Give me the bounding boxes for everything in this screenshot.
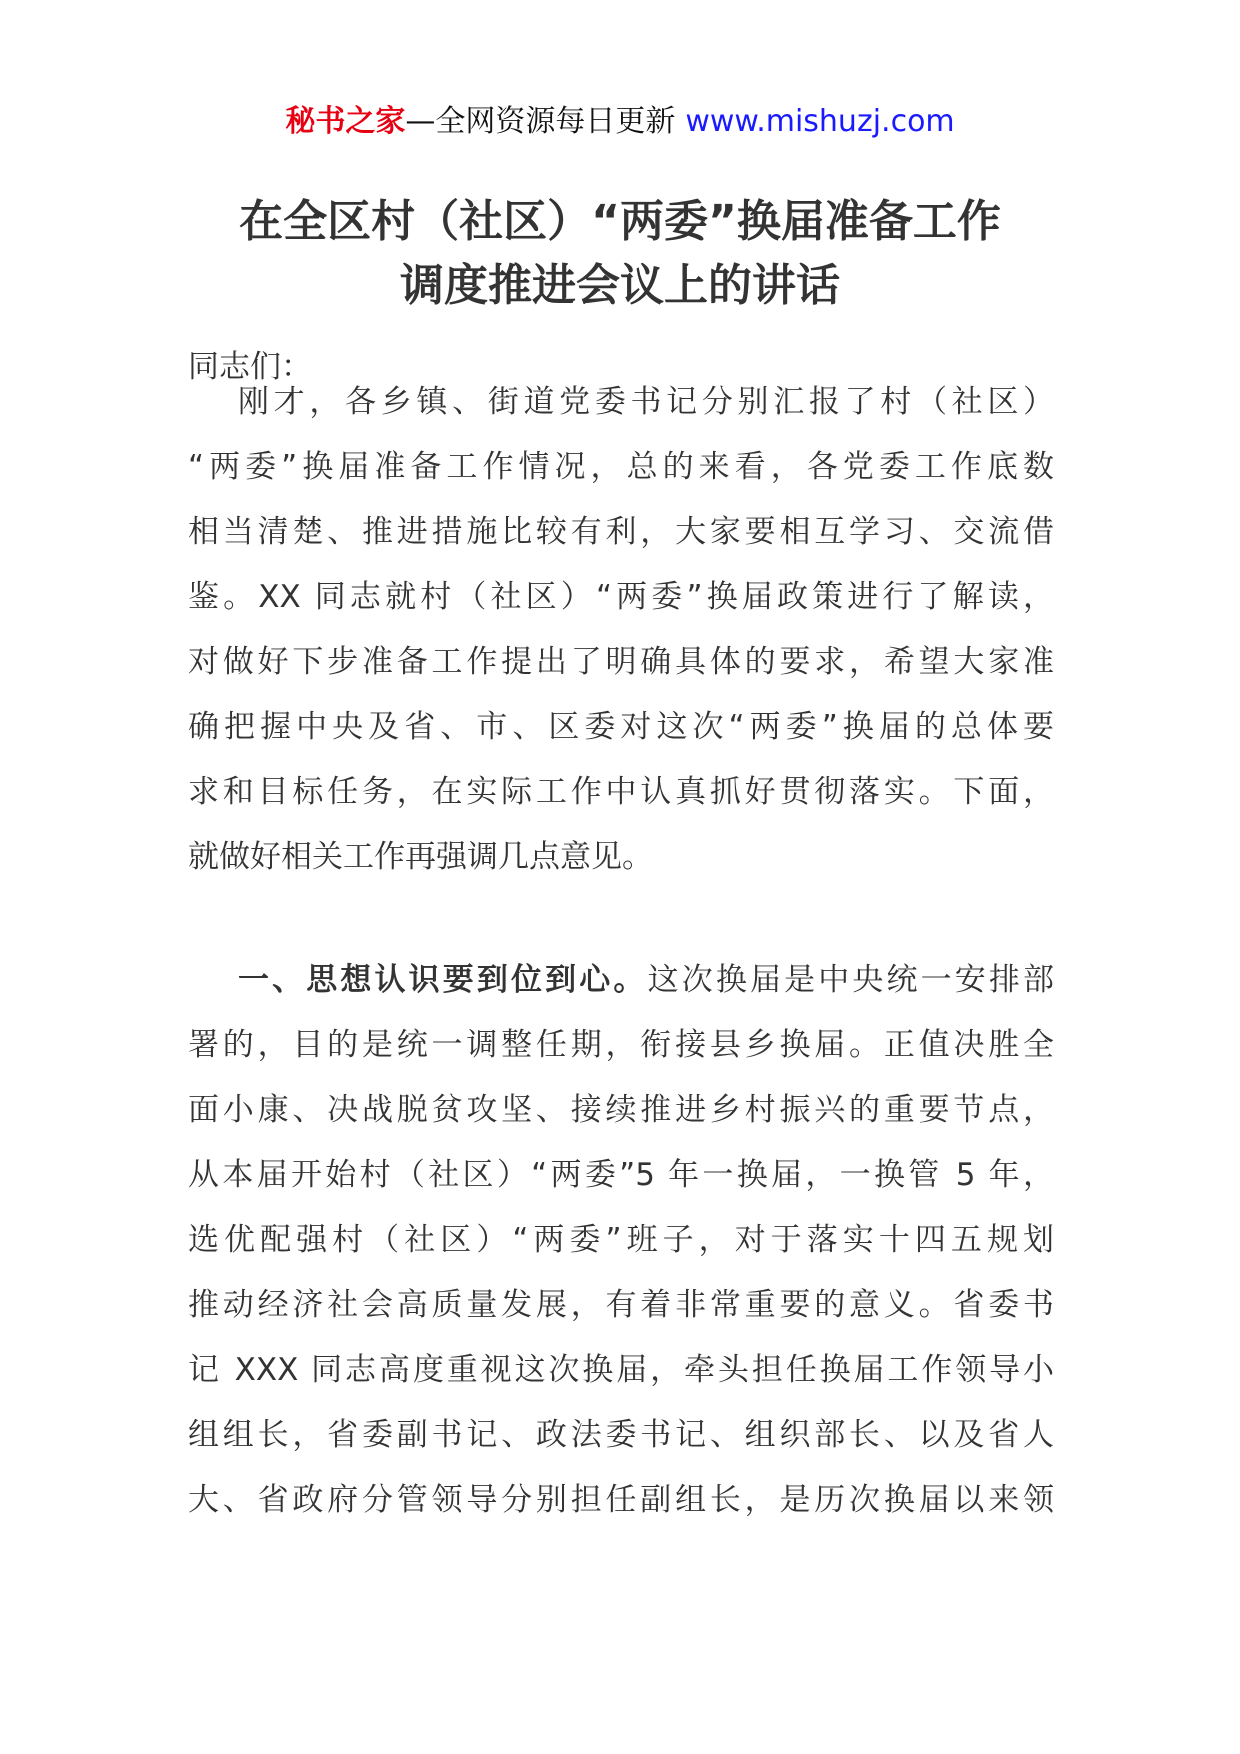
paragraph-line: 记 XXX 同志高度重视这次换届，牵头担任换届工作领导小 — [188, 1352, 1054, 1388]
paragraph-line: 选优配强村（社区）“两委”班子，对于落实十四五规划 — [188, 1222, 1054, 1258]
paragraph-line: 相当清楚、推进措施比较有利，大家要相互学习、交流借 — [188, 514, 1054, 550]
paragraph-line: 鉴。XX 同志就村（社区）“两委”换届政策进行了解读， — [188, 579, 1054, 615]
salutation: 同志们： — [188, 349, 312, 385]
paragraph-1 — [188, 370, 1054, 890]
site-header — [0, 100, 1240, 144]
paragraph-line: 确把握中央及省、市、区委对这次“两委”换届的总体要 — [188, 709, 1054, 745]
paragraph-first-line — [188, 948, 1054, 1013]
title-line-2: 调度推进会议上的讲话 — [400, 260, 840, 311]
site-brand: 秘书之家 — [285, 104, 406, 139]
paragraph-line: 对做好下步准备工作提出了明确具体的要求，希望大家准 — [188, 644, 1054, 680]
paragraph-line: “两委”换届准备工作情况，总的来看，各党委工作底数 — [188, 449, 1054, 485]
paragraph-line: 大、省政府分管领导分别担任副组长，是历次换届以来领 — [188, 1482, 1054, 1518]
document-title — [150, 190, 1090, 318]
paragraph-line: 从本届开始村（社区）“两委”5 年一换届，一换管 5 年， — [188, 1157, 1054, 1193]
paragraph-line: 组组长，省委副书记、政法委书记、组织部长、以及省人 — [188, 1417, 1054, 1453]
paragraph-line: 署的，目的是统一调整任期，衔接县乡换届。正值决胜全 — [188, 1027, 1054, 1063]
paragraph-2 — [188, 948, 1054, 1533]
section-heading: 一、思想认识要到位到心。 — [238, 962, 648, 998]
paragraph-line: 求和目标任务，在实际工作中认真抓好贯彻落实。下面， — [188, 774, 1054, 810]
site-slogan: —全网资源每日更新 — [405, 104, 676, 139]
paragraph-line: 推动经济社会高质量发展，有着非常重要的意义。省委书 — [188, 1287, 1054, 1323]
paragraph-line: 就做好相关工作再强调几点意见。 — [188, 839, 653, 875]
title-line-1: 在全区村（社区）“两委”换届准备工作 — [239, 196, 1001, 247]
site-url-link[interactable]: www.mishuzj.com — [685, 104, 955, 139]
paragraph-line-rest: 这次换届是中央统一安排部 — [647, 962, 1055, 998]
paragraph-line: 刚才，各乡镇、街道党委书记分别汇报了村（社区） — [238, 384, 1054, 420]
paragraph-line: 面小康、决战脱贫攻坚、接续推进乡村振兴的重要节点， — [188, 1092, 1054, 1128]
